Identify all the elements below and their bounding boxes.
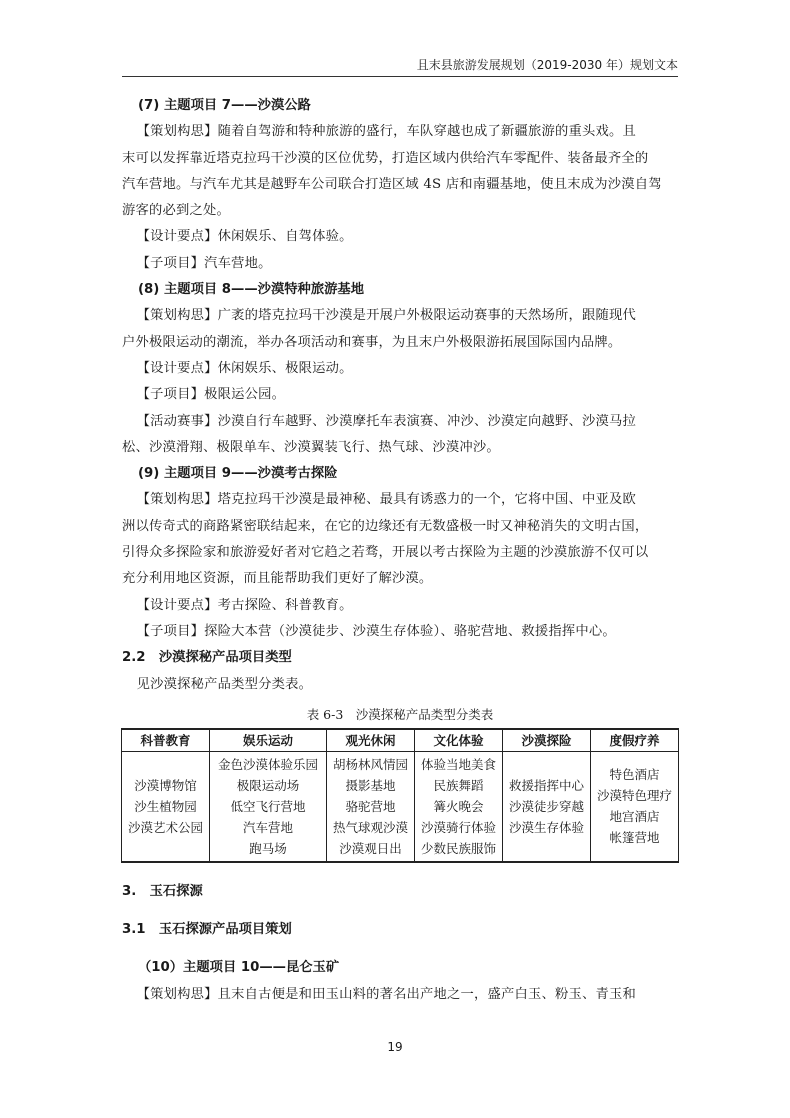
page-content <box>122 93 678 1008</box>
project9-idea-line3: 引得众多探险家和旅游爱好者对它趋之若骛，开展以考古探险为主题的沙漠旅游不仅可以 <box>122 545 649 561</box>
table-header-row <box>122 729 679 752</box>
table-cell-item: 骆驼营地 <box>345 798 396 814</box>
table-row <box>122 751 679 862</box>
table-cell-resort <box>590 751 678 862</box>
table-cell-item: 沙漠徒步穿越 <box>508 798 584 814</box>
project10-idea: 【策划构思】且末自古便是和田玉山料的著名出产地之一，盛产白玉、粉玉、青玉和 <box>136 986 637 1002</box>
project8-idea-line1: 【策划构思】广袤的塔克拉玛干沙漠是开展户外极限运动赛事的天然场所，跟随现代 <box>136 308 637 324</box>
table-header-cell: 娱乐运动 <box>210 729 327 752</box>
table-cell-item: 沙漠艺术公园 <box>127 819 203 835</box>
project8-title: (8) 主题项目 8——沙漠特种旅游基地 <box>137 282 365 298</box>
page-header <box>122 56 678 77</box>
table-cell-item: 帐篷营地 <box>609 830 660 846</box>
table-cell-item: 摄影基地 <box>345 777 396 793</box>
table-cell-item: 民族舞蹈 <box>433 777 484 793</box>
table-cell-item: 沙漠特色理疗 <box>596 788 672 804</box>
table-cell-item: 地宫酒店 <box>609 809 660 825</box>
table-cell-item: 沙漠观日出 <box>339 840 402 856</box>
project7-idea-line3: 汽车营地。与汽车尤其是越野车公司联合打造区域 4S 店和南疆基地，使且末成为沙漠自驾 <box>122 176 662 192</box>
table-cell-item: 低空飞行营地 <box>230 798 306 814</box>
page-number: 19 <box>387 1040 403 1054</box>
table-header-cell: 沙漠探险 <box>502 729 590 752</box>
table-cell-sightseeing <box>326 751 414 862</box>
table-cell-adventure <box>502 751 590 862</box>
table-cell-item: 沙生植物园 <box>134 798 197 814</box>
section-3-title: 3. 玉石探源 <box>122 883 203 899</box>
table-cell-item: 沙漠生存体验 <box>508 819 584 835</box>
page-footer <box>0 1040 790 1054</box>
table-caption: 表 6-3 沙漠探秘产品类型分类表 <box>306 706 494 722</box>
table-cell-item: 跑马场 <box>249 840 287 856</box>
header-title: 且末县旅游发展规划（2019-2030 年）规划文本 <box>416 58 678 72</box>
project8-design: 【设计要点】休闲娱乐、极限运动。 <box>136 360 353 376</box>
project7-idea-line2: 末可以发挥靠近塔克拉玛干沙漠的区位优势，打造区域内供给汽车零配件、装备最齐全的 <box>122 150 649 166</box>
project9-idea-line4: 充分利用地区资源，而且能帮助我们更好了解沙漠。 <box>122 571 433 587</box>
table-cell-culture <box>414 751 502 862</box>
table-header-cell: 度假疗养 <box>590 729 678 752</box>
section-2-2-title: 2.2 沙漠探秘产品项目类型 <box>122 650 292 666</box>
project10-title: （10）主题项目 10——昆仑玉矿 <box>137 960 340 976</box>
project7-idea-line1: 【策划构思】随着自驾游和特种旅游的盛行，车队穿越也成了新疆旅游的重头戏。且 <box>136 124 637 140</box>
table-cell-science <box>122 751 210 862</box>
project8-events-line2: 松、沙漠滑翔、极限单车、沙漠翼装飞行、热气球、沙漠冲沙。 <box>122 439 500 455</box>
project9-idea-line2: 洲以传奇式的商路紧密联结起来，在它的边缘还有无数盛极一时又神秘消失的文明古国， <box>122 518 649 534</box>
table-cell-item: 体验当地美食 <box>420 756 496 772</box>
table-cell-item: 沙漠骑行体验 <box>420 819 496 835</box>
product-type-table <box>121 728 679 863</box>
table-header-cell: 文化体验 <box>414 729 502 752</box>
table-cell-item: 少数民族服饰 <box>420 840 496 856</box>
project9-sub: 【子项目】探险大本营（沙漠徒步、沙漠生存体验）、骆驼营地、救援指挥中心。 <box>136 623 616 639</box>
section-3 <box>122 879 678 1008</box>
table-cell-item: 汽车营地 <box>242 819 293 835</box>
table-cell-item: 救援指挥中心 <box>508 777 584 793</box>
project8-sub: 【子项目】极限运公园。 <box>136 387 286 403</box>
project7-title: (7) 主题项目 7——沙漠公路 <box>137 98 311 113</box>
table-cell-item: 篝火晚会 <box>433 798 484 814</box>
table-cell-item: 极限运动场 <box>236 777 300 793</box>
project7-idea-line4: 游客的必到之处。 <box>122 203 230 219</box>
table-header-cell: 科普教育 <box>122 729 210 752</box>
table-cell-entertainment <box>210 751 327 862</box>
project7-sub: 【子项目】汽车营地。 <box>136 255 272 271</box>
project8-events-line1: 【活动赛事】沙漠自行车越野、沙漠摩托车表演赛、冲沙、沙漠定向越野、沙漠马拉 <box>136 413 637 429</box>
project8-idea-line2: 户外极限运动的潮流，举办各项活动和赛事，为且末户外极限游拓展国际国内品牌。 <box>122 334 622 350</box>
section-2-2-text: 见沙漠探秘产品类型分类表。 <box>136 676 313 692</box>
table-cell-item: 热气球观沙漠 <box>332 819 408 835</box>
table-header-cell: 观光休闲 <box>326 729 414 752</box>
project9-title: (9) 主题项目 9——沙漠考古探险 <box>137 466 338 482</box>
project7-design: 【设计要点】休闲娱乐、自驾体验。 <box>136 229 353 245</box>
section-3-1-title: 3.1 玉石探源产品项目策划 <box>122 922 292 938</box>
project9-design: 【设计要点】考古探险、科普教育。 <box>136 597 353 613</box>
table-cell-item: 胡杨林风情园 <box>332 756 408 772</box>
table-cell-item: 特色酒店 <box>609 767 660 783</box>
project9-idea-line1: 【策划构思】塔克拉玛干沙漠是最神秘、最具有诱惑力的一个，它将中国、中亚及欧 <box>136 492 637 508</box>
table-cell-item: 金色沙漠体验乐园 <box>217 756 318 772</box>
table-cell-item: 沙漠博物馆 <box>134 777 197 793</box>
